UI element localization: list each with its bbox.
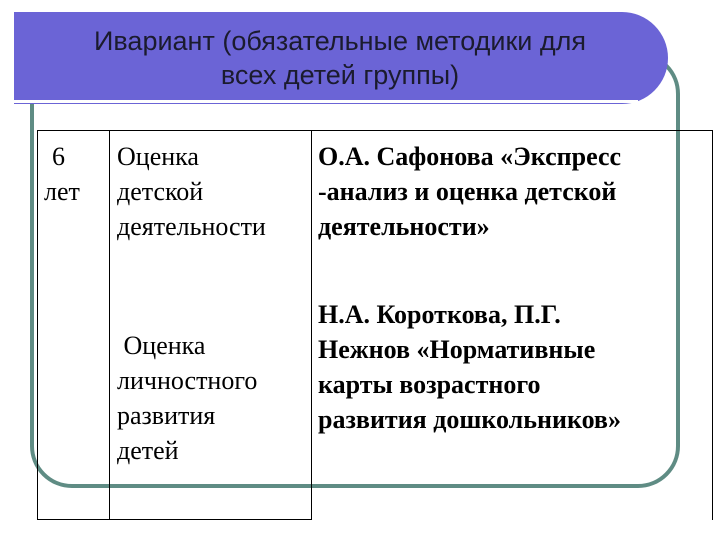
age-cell bbox=[44, 139, 80, 209]
table-column-divider-1 bbox=[109, 130, 110, 520]
assessment-cell-2 bbox=[117, 328, 257, 468]
assessment-cell-1 bbox=[117, 139, 266, 244]
assessment-1-line-1: Оценка bbox=[117, 142, 199, 171]
title-underline bbox=[14, 100, 638, 103]
method-2-line-2: Нежнов «Нормативные bbox=[318, 335, 596, 364]
method-2-line-4: развития дошкольников» bbox=[318, 405, 621, 434]
age-number: 6 bbox=[52, 142, 65, 171]
assessment-2-line-3: развития bbox=[117, 401, 216, 430]
method-2-line-1: Н.А. Короткова, П.Г. bbox=[318, 300, 561, 329]
table-left-border bbox=[37, 130, 38, 520]
slide-title bbox=[40, 24, 640, 92]
title-line-2: всех детей группы) bbox=[220, 60, 460, 90]
assessment-2-line-1: Оценка bbox=[117, 331, 206, 360]
assessment-1-line-2: детской bbox=[117, 177, 204, 206]
assessment-2-line-4: детей bbox=[117, 436, 179, 465]
table-bottom-border bbox=[37, 519, 312, 520]
method-1-line-3: деятельности» bbox=[318, 212, 490, 241]
assessment-2-line-2: личностного bbox=[117, 366, 258, 395]
age-unit: лет bbox=[44, 177, 80, 206]
method-1-line-2: -анализ и оценка детской bbox=[318, 177, 617, 206]
method-cell-1 bbox=[318, 139, 621, 244]
assessment-1-line-3: деятельности bbox=[117, 212, 266, 241]
method-1-line-1: О.А. Сафонова «Экспресс bbox=[318, 142, 622, 171]
table-top-border bbox=[37, 130, 713, 131]
title-line-1: Ивариант (обязательные методики для bbox=[93, 26, 587, 56]
method-2-line-3: карты возрастного bbox=[318, 370, 541, 399]
method-cell-2 bbox=[318, 297, 621, 437]
table-column-divider-2 bbox=[311, 130, 312, 520]
table-right-border bbox=[712, 130, 713, 520]
